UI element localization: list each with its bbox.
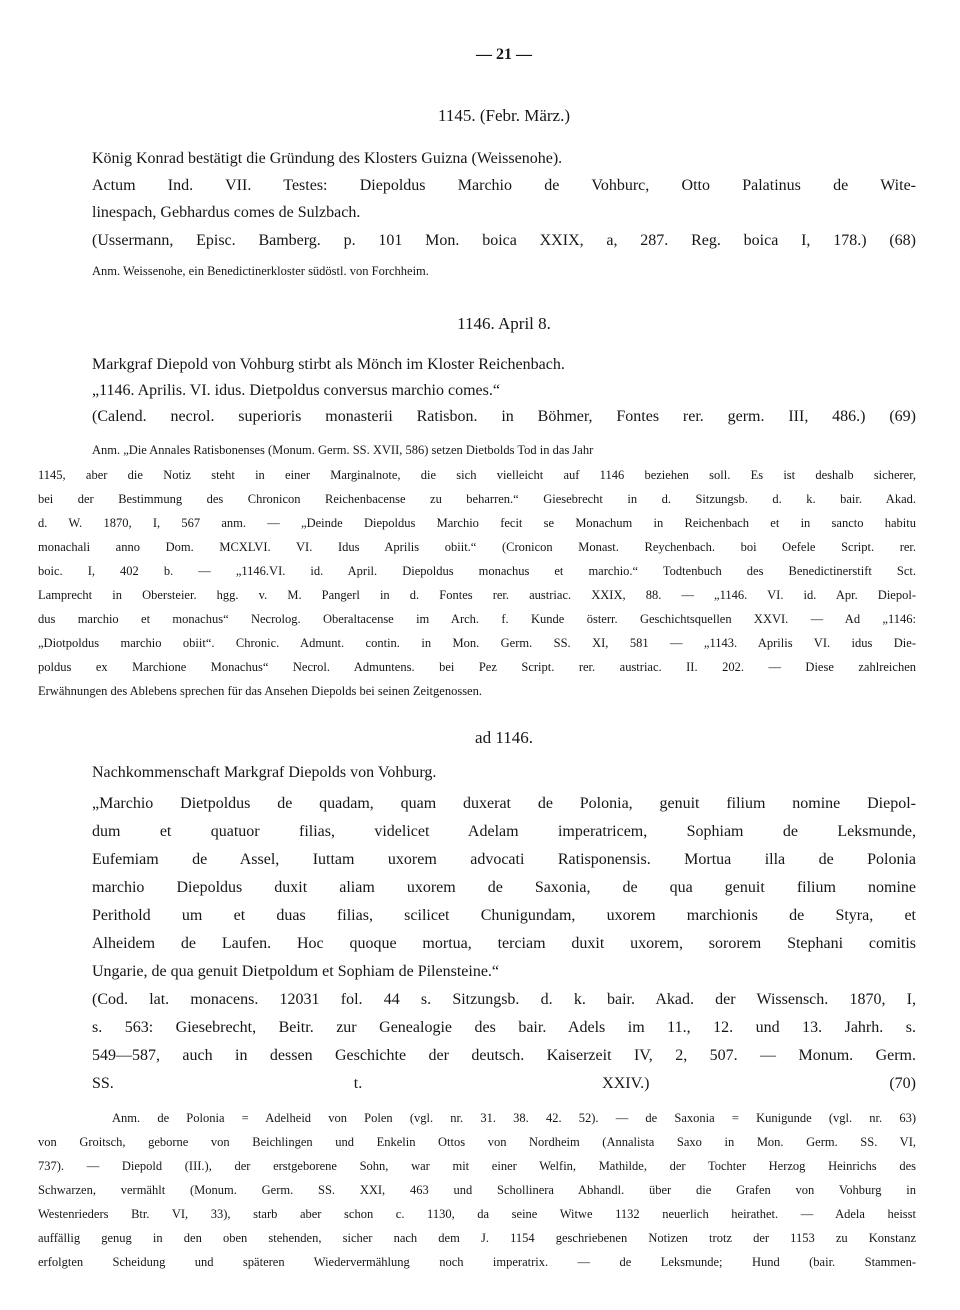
body-line: „1146. Aprilis. VI. idus. Dietpoldus conversus marchio comes.“	[92, 382, 500, 399]
annotation-line: 737). — Diepold (III.), der erstgeborene Sohn, war mit einer Welfin, Mathilde, der Tochter Herzog Heinrichs des	[38, 1159, 916, 1173]
annotation-line: boic. I, 402 b. — „1146.VI. id. April. Diepoldus monachus et marchio.“ Todtenbuch des Benedictinerstift Sct.	[38, 564, 916, 578]
body-line: „Marchio Dietpoldus de quadam, quam duxerat de Polonia, genuit filium nomine Diepol-	[92, 795, 916, 812]
annotation-line: Lamprecht in Obersteier. hgg. v. M. Pangerl in d. Fontes rer. austriac. XXIX, 88. — „1146. VI. id. Apr. Diepol-	[38, 588, 916, 602]
citation-line: (Ussermann, Episc. Bamberg. p. 101 Mon. boica XXIX, a, 287. Reg. boica I, 178.) (68)	[92, 232, 916, 249]
annotation-line: erfolgten Scheidung und späteren Wiedervermählung noch imperatrix. — de Leksmunde; Hund (bair. Stammen-	[38, 1255, 916, 1269]
page-number: — 21 —	[476, 46, 532, 63]
annotation-line: auffällig genug in den oben stehenden, sicher nach dem J. 1154 geschriebenen Notizen trotz der 1153 zu Konstanz	[38, 1231, 916, 1245]
annotation-line: d. W. 1870, I, 567 anm. — „Deinde Diepoldus Marchio fecit se Monachum in Reichenbach et in sancto habitu	[38, 516, 916, 530]
section-heading: ad 1146.	[475, 728, 533, 747]
body-line: Nachkommenschaft Markgraf Diepolds von Vohburg.	[92, 764, 437, 781]
annotation-line: bei der Bestimmung des Chronicon Reichenbacense zu beharren.“ Giesebrecht in d. Sitzungsb. d. k. bair. Akad.	[38, 492, 916, 506]
citation-line: SS. t. XXIV.) (70)	[92, 1075, 916, 1092]
body-line: Perithold um et duas filias, scilicet Chunigundam, uxorem marchionis de Styra, et	[92, 907, 916, 924]
annotation-line: monachali anno Dom. MCXLVI. VI. Idus Aprilis obiit.“ (Cronicon Monast. Reychenbach. boi Oefele Script. rer.	[38, 540, 916, 554]
body-line: dum et quatuor filias, videlicet Adelam imperatricem, Sophiam de Leksmunde,	[92, 823, 916, 840]
body-line: König Konrad bestätigt die Gründung des Klosters Guizna (Weissenohe).	[92, 150, 563, 167]
annotation-line: „Diotpoldus marchio obiit“. Chronic. Admunt. contin. in Mon. Germ. SS. XI, 581 — „1143. Aprilis VI. idus Die-	[38, 636, 916, 650]
annotation-line: poldus ex Marchione Monachus“ Necrol. Admuntens. bei Pez Script. rer. austriac. II. 202. — Diese zahlreichen	[38, 660, 916, 674]
citation-line: 549—587, auch in dessen Geschichte der deutsch. Kaiserzeit IV, 2, 507. — Monum. Germ.	[92, 1047, 916, 1064]
body-line: linespach, Gebhardus comes de Sulzbach.	[92, 204, 361, 221]
section-heading: 1146. April 8.	[457, 314, 551, 333]
body-line: Alheidem de Laufen. Hoc quoque mortua, terciam duxit uxorem, sororem Stephani comitis	[92, 935, 916, 952]
section-heading: 1145. (Febr. März.)	[437, 106, 571, 125]
body-line: marchio Diepoldus duxit aliam uxorem de Saxonia, de qua genuit filium nomine	[92, 879, 916, 896]
annotation-line: Westenrieders Btr. VI, 33), starb aber schon c. 1130, da seine Witwe 1132 neuerlich heirathet. — Adela heisst	[38, 1207, 916, 1221]
citation-line: s. 563: Giesebrecht, Beitr. zur Genealogie des bair. Adels im 11., 12. und 13. Jahrh. s.	[92, 1019, 916, 1036]
body-line: Markgraf Diepold von Vohburg stirbt als Mönch im Kloster Reichenbach.	[92, 356, 565, 373]
annotation-line: von Groitsch, geborne von Beichlingen und Enkelin Ottos von Nordheim (Annalista Saxo in Mon. Germ. SS. VI,	[38, 1135, 916, 1149]
annotation-line: Anm. „Die Annales Ratisbonenses (Monum. Germ. SS. XVII, 586) setzen Dietbolds Tod in das Jahr	[92, 443, 594, 457]
annotation-line: Erwähnungen des Ablebens sprechen für das Ansehen Diepolds bei seinen Zeitgenossen.	[38, 684, 482, 698]
citation-line: (Calend. necrol. superioris monasterii Ratisbon. in Böhmer, Fontes rer. germ. III, 486.) (69)	[92, 408, 916, 425]
annotation-line: Anm. Weissenohe, ein Benedictinerkloster südöstl. von Forchheim.	[92, 264, 429, 278]
body-line: Eufemiam de Assel, Iuttam uxorem advocati Ratisponensis. Mortua illa de Polonia	[92, 851, 916, 868]
annotation-line: dus marchio et monachus“ Necrolog. Oberaltacense im Arch. f. Kunde österr. Geschichtsquellen XXVI. — Ad „1146:	[38, 612, 916, 626]
annotation-line: 1145, aber die Notiz steht in einer Marginalnote, die sich vielleicht auf 1146 beziehen soll. Es ist deshalb sicherer,	[38, 468, 916, 482]
body-line: Ungarie, de qua genuit Dietpoldum et Sophiam de Pilensteine.“	[92, 963, 500, 980]
annotation-line: Anm. de Polonia = Adelheid von Polen (vgl. nr. 31. 38. 42. 52). — de Saxonia = Kunigunde (vgl. nr. 63)	[112, 1111, 916, 1125]
body-line: Actum Ind. VII. Testes: Diepoldus Marchio de Vohburc, Otto Palatinus de Wite-	[92, 177, 916, 194]
annotation-line: Schwarzen, vermählt (Monum. Germ. SS. XXI, 463 und Schollinera Abhandl. über die Grafen von Vohburg in	[38, 1183, 916, 1197]
citation-line: (Cod. lat. monacens. 12031 fol. 44 s. Sitzungsb. d. k. bair. Akad. der Wissensch. 1870, I,	[92, 991, 916, 1008]
